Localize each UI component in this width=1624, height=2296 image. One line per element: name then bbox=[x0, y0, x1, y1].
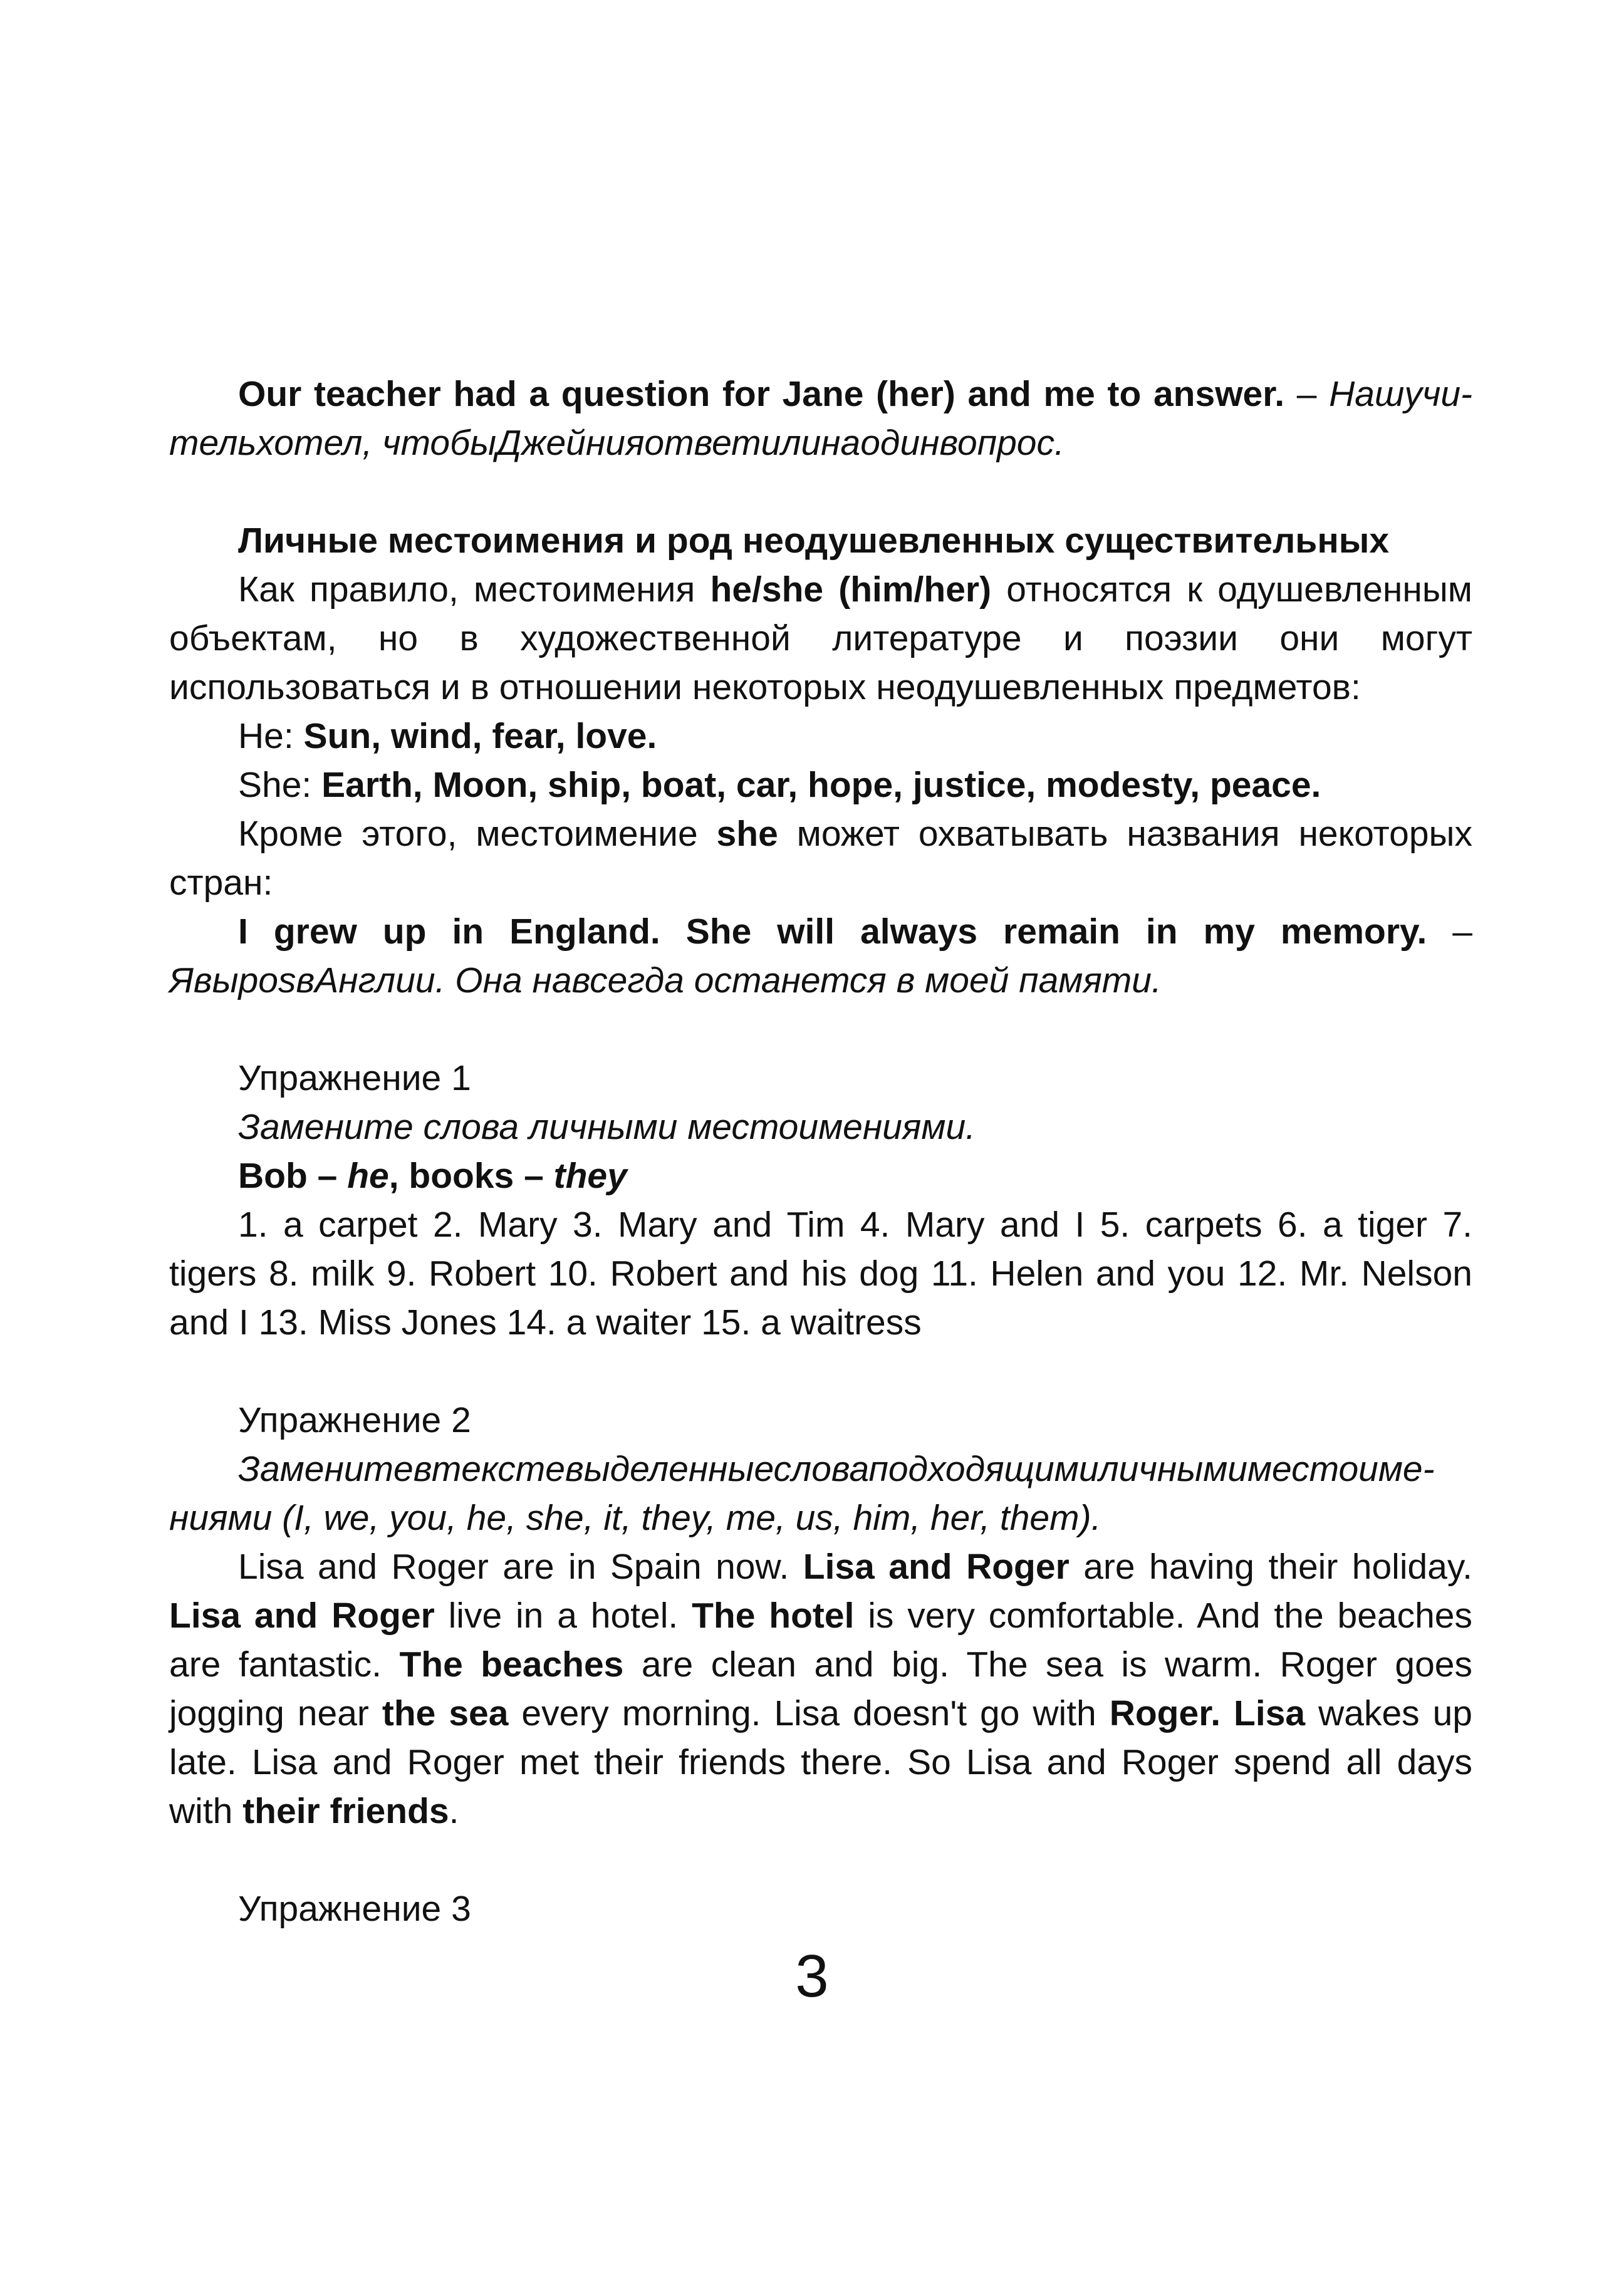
rule-text-part-2: относятся к одушевленным объектам, но в художественной литературе и поэзии они могут использоваться и в отношении некоторых неодушевленных предметов: bbox=[169, 569, 1472, 707]
rule-paragraph bbox=[169, 565, 1472, 712]
sample-pronoun-they: they bbox=[553, 1156, 627, 1196]
he-items: Sun, wind, fear, love. bbox=[303, 716, 657, 756]
text-fragment: every morning. Lisa doesn't go with bbox=[508, 1693, 1110, 1733]
example-translation: ЯвырosвАнглии. Она навсегда останется в моей памяти. bbox=[169, 960, 1162, 1000]
countries-pronoun-she: she bbox=[716, 814, 778, 854]
spacer bbox=[169, 1005, 1472, 1054]
highlighted-word: the sea bbox=[382, 1693, 509, 1733]
highlighted-word: The hotel bbox=[692, 1596, 855, 1636]
exercise-2-text bbox=[169, 1542, 1472, 1836]
she-list-line bbox=[169, 761, 1472, 809]
exercise-2-instruction-line-1: Заменитевтекстевыделенныесловаподходящимиличнымиместоиме- bbox=[238, 1449, 1435, 1489]
example-dash: – bbox=[1427, 912, 1472, 952]
intro-paragraph-line-2 bbox=[169, 418, 1472, 467]
page-number: 3 bbox=[795, 1943, 829, 2010]
intro-english-sentence: Our teacher had a question for Jane (her) and me to answer. bbox=[238, 374, 1285, 414]
spacer bbox=[169, 1347, 1472, 1396]
text-fragment: is very comfortable. And the beaches are fantastic. bbox=[169, 1596, 1472, 1685]
intro-translation-part-2: тельхотел, чтобыДжейнияответилинаодинвопрос. bbox=[169, 423, 1064, 463]
text-fragment: live in a hotel. bbox=[434, 1596, 692, 1636]
page-body bbox=[169, 370, 1472, 1933]
intro-translation-part-1: Нашучи- bbox=[1329, 374, 1473, 414]
countries-text-part-1: Кроме этого, местоимение bbox=[238, 814, 717, 854]
spacer bbox=[169, 467, 1472, 516]
rule-text-part-1: Как правило, местоимения bbox=[238, 569, 710, 610]
text-fragment bbox=[1221, 1693, 1234, 1733]
exercise-2-instruction-line-2: ниями (I, we, you, he, she, it, they, me, us, him, her, them). bbox=[169, 1498, 1101, 1538]
highlighted-word: Lisa bbox=[1234, 1693, 1306, 1733]
exercise-1-sample bbox=[169, 1151, 1472, 1200]
text-fragment: wakes up late. Lisa and Roger met their friends there. So Lisa and Roger spend all days with bbox=[169, 1693, 1473, 1831]
highlighted-word: Lisa and Roger bbox=[803, 1547, 1070, 1587]
text-fragment: Lisa and Roger are in Spain now. bbox=[238, 1547, 803, 1587]
highlighted-word: Lisa and Roger bbox=[169, 1596, 435, 1636]
spacer bbox=[169, 1836, 1472, 1884]
she-items: Earth, Moon, ship, boat, car, hope, justice, modesty, peace. bbox=[321, 765, 1321, 805]
countries-paragraph bbox=[169, 809, 1472, 907]
text-fragment: are having their holiday. bbox=[1069, 1547, 1472, 1587]
she-label: She: bbox=[238, 765, 322, 805]
highlighted-word: The beaches bbox=[399, 1644, 624, 1685]
he-list-line bbox=[169, 712, 1472, 761]
text-fragment: . bbox=[449, 1791, 459, 1831]
highlighted-word: their friends bbox=[242, 1791, 449, 1831]
section-heading: Личные местоимения и род неодушевленных существительных bbox=[238, 521, 1390, 561]
intro-paragraph-line-1 bbox=[169, 370, 1472, 418]
exercise-1-instruction: Замените слова личными местоимениями. bbox=[238, 1107, 976, 1147]
rule-pronouns: he/she (him/her) bbox=[710, 569, 992, 610]
sample-part-2: , books – bbox=[388, 1156, 554, 1196]
example-english: I grew up in England. She will always remain in my memory. bbox=[238, 912, 1427, 952]
exercise-3-title: Упражнение 3 bbox=[238, 1889, 471, 1929]
exercise-2-title: Упражнение 2 bbox=[238, 1400, 471, 1440]
highlighted-word: Roger. bbox=[1109, 1693, 1221, 1733]
countries-text-part-2: может охватывать названия некоторых стран: bbox=[169, 814, 1472, 903]
he-label: He: bbox=[238, 716, 304, 756]
intro-dash: – bbox=[1284, 374, 1330, 414]
sample-part-1: Bob – bbox=[238, 1156, 348, 1196]
exercise-1-items: 1. a carpet 2. Mary 3. Mary and Tim 4. Mary and I 5. carpets 6. a tiger 7. tigers 8. milk 9. Robert 10. Robert and his dog 11. Helen and you 12. Mr. Nelson and I 13. Miss Jones 14. a waiter 15. a waitress bbox=[169, 1205, 1472, 1343]
exercise-1-title: Упражнение 1 bbox=[238, 1058, 471, 1098]
example-paragraph bbox=[169, 907, 1472, 1005]
text-fragment: are clean and big. The sea is warm. Roger goes jogging near bbox=[169, 1644, 1472, 1733]
sample-pronoun-he: he bbox=[347, 1156, 389, 1196]
